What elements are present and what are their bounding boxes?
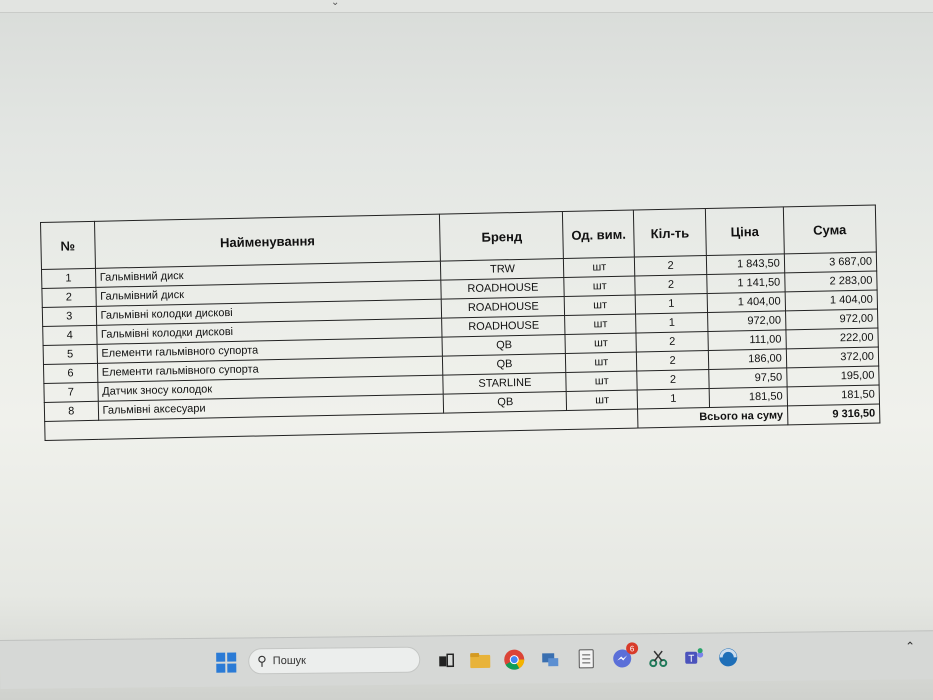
cell-sum: 2 283,00 [785,271,878,292]
cell-unit: шт [565,333,636,353]
cell-name: Елементи гальмівного супорта [97,356,443,382]
taskbar-search-box[interactable] [248,647,420,675]
cell-name: Гальмівні аксесуари [98,394,444,420]
task-view-icon[interactable] [434,648,458,672]
cell-brand: QB [443,354,566,376]
cell-brand: QB [444,392,567,414]
cell-qty: 1 [636,313,708,334]
chrome-icon[interactable] [502,647,526,671]
network-app-icon[interactable] [538,647,562,671]
cell-sum: 222,00 [786,328,879,349]
messenger-icon[interactable] [610,643,635,670]
cell-price: 97,50 [709,368,787,389]
cell-no: 5 [43,344,97,364]
search-placeholder: Пошук [272,654,307,668]
cell-price: 1 141,50 [707,273,785,294]
notepad-icon[interactable] [574,647,598,671]
top-window-bar [0,0,933,13]
cell-sum: 1 404,00 [785,290,878,311]
header-unit: Од. вим. [563,210,635,258]
total-label: Всього на суму [638,406,788,428]
svg-text:T: T [688,653,695,665]
file-explorer-icon[interactable] [468,648,492,672]
cell-qty: 1 [637,389,709,410]
cell-name: Датчик зносу колодок [97,375,443,401]
header-sum: Сума [783,205,876,254]
invoice-document [40,204,884,441]
cell-sum: 195,00 [787,366,880,387]
cell-name: Гальмівні колодки дискові [96,299,442,325]
cell-no: 1 [41,268,95,288]
cell-no: 6 [43,363,97,383]
cell-qty: 2 [636,332,708,353]
cell-unit: шт [565,314,636,334]
header-name: Найменування [94,214,441,268]
taskbar [0,630,933,689]
cell-no: 8 [44,401,98,421]
cell-price: 111,00 [708,330,786,351]
cell-price: 181,50 [709,387,787,408]
header-price: Ціна [705,207,784,256]
teams-icon[interactable] [682,646,706,670]
cell-unit: шт [565,295,636,315]
cell-no: 2 [42,287,96,307]
cell-unit: шт [566,371,637,391]
notification-badge: 6 [626,642,638,654]
cell-unit: шт [567,390,638,410]
cell-qty: 2 [637,370,709,391]
cell-qty: 2 [635,275,707,296]
cell-price: 1 404,00 [707,292,785,313]
cell-qty: 2 [634,256,706,277]
cell-price: 1 843,50 [706,254,784,275]
cell-price: 186,00 [708,349,786,370]
cell-brand: QB [442,335,565,357]
cell-brand: TRW [441,259,564,281]
cell-sum: 3 687,00 [784,252,877,273]
search-icon: ⚲ [257,653,267,669]
snipping-tool-icon[interactable] [646,646,670,670]
windows-start-icon[interactable] [216,653,236,673]
cell-no: 4 [43,325,97,345]
tray-chevron-up-icon[interactable]: ⌃ [905,639,916,654]
cell-unit: шт [564,276,635,296]
cell-unit: шт [566,352,637,372]
cell-sum: 372,00 [786,347,879,368]
cell-brand: ROADHOUSE [442,316,565,338]
cell-brand: ROADHOUSE [441,278,564,300]
cell-brand: ROADHOUSE [442,297,565,319]
cell-name: Елементи гальмівного супорта [97,337,443,363]
header-no: № [41,221,96,269]
cell-name: Гальмівний диск [96,280,442,306]
chevron-down-icon[interactable]: ⌄ [331,0,340,8]
total-value: 9 316,50 [787,404,880,425]
cell-no: 7 [44,382,98,402]
cell-name: Гальмівний диск [95,261,441,287]
cell-name: Гальмівні колодки дискові [96,318,442,344]
cell-no: 3 [42,306,96,326]
cell-price: 972,00 [708,311,786,332]
browser-icon[interactable] [716,645,740,669]
cell-qty: 1 [635,294,707,315]
invoice-table [40,204,880,440]
header-qty: Кіл-ть [634,209,707,257]
cell-brand: STARLINE [443,373,566,395]
cell-unit: шт [564,257,635,277]
cell-sum: 972,00 [785,309,878,330]
header-brand: Бренд [440,212,564,262]
cell-qty: 2 [636,351,708,372]
cell-sum: 181,50 [787,385,880,406]
